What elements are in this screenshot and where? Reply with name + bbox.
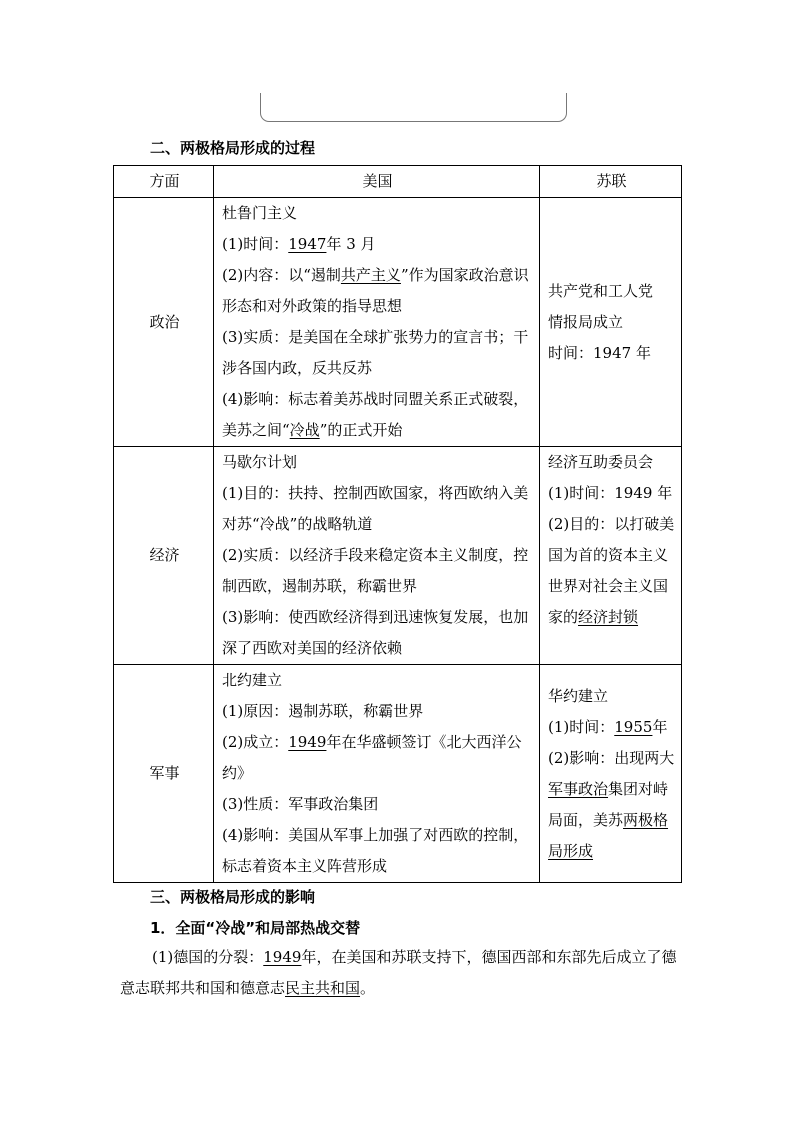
truman-time: (1)时间：1947年 3 月	[222, 235, 376, 253]
callout-box-bottom	[260, 93, 567, 122]
ussr-political-cell	[540, 198, 682, 447]
usa-political-cell	[214, 198, 540, 447]
comecon-goal: (2)目的：以打破美国为首的资本主义世界对社会主义国家的经济封锁	[548, 515, 675, 626]
marshall-impact: (3)影响：使西欧经济得到迅速恢复发展，也加深了西欧对美国的经济依赖	[222, 608, 529, 657]
section-2-title: 二、两极格局形成的过程	[150, 139, 316, 157]
comecon-time: (1)时间：1949 年	[548, 484, 673, 502]
table-header-row	[114, 166, 682, 198]
cominform-time: 时间：1947 年	[548, 343, 651, 362]
nato-nature: (3)性质：军事政治集团	[222, 795, 379, 813]
marshall-goal: (1)目的：扶持、控制西欧国家，将西欧纳入美对苏“冷战”的战略轨道	[222, 484, 529, 533]
table-row-economic	[114, 447, 682, 665]
marshall-plan-title: 马歇尔计划	[222, 453, 298, 471]
nato-title: 北约建立	[222, 671, 283, 689]
truman-doctrine-title: 杜鲁门主义	[222, 204, 298, 222]
aspect-military: 军事	[114, 665, 214, 883]
ussr-economic-cell	[540, 447, 682, 665]
truman-essence: (3)实质：是美国在全球扩张势力的宣言书；干涉各国内政，反共反苏	[222, 328, 529, 377]
usa-economic-cell	[214, 447, 540, 665]
nato-reason: (1)原因：遏制苏联，称霸世界	[222, 702, 424, 720]
section-3-title: 三、两极格局形成的影响	[150, 888, 316, 906]
cominform-line2: 情报局成立	[548, 312, 624, 331]
comecon-title: 经济互助委员会	[548, 453, 654, 471]
truman-impact: (4)影响：标志着美苏战时同盟关系正式破裂，美苏之间“冷战”的正式开始	[222, 390, 529, 439]
nato-founding: (2)成立：1949年在华盛顿签订《北大西洋公约》	[222, 733, 522, 782]
bipolar-formation-table	[113, 165, 682, 883]
ussr-military-cell	[540, 665, 682, 883]
warsaw-time: (1)时间：1955年	[548, 717, 668, 736]
point-1-title: 1．全面“冷战”和局部热战交替	[150, 919, 361, 937]
truman-content: (2)内容：以“遏制共产主义”作为国家政治意识形态和对外政策的指导思想	[222, 266, 529, 315]
header-usa: 美国	[214, 166, 540, 198]
header-ussr: 苏联	[540, 166, 682, 198]
aspect-economic: 经济	[114, 447, 214, 665]
aspect-political: 政治	[114, 198, 214, 447]
table-row-political	[114, 198, 682, 447]
table-row-military	[114, 665, 682, 883]
warsaw-pact-title: 华约建立	[548, 686, 609, 705]
marshall-essence: (2)实质：以经济手段来稳定资本主义制度，控制西欧，遏制苏联，称霸世界	[222, 546, 529, 595]
usa-military-cell	[214, 665, 540, 883]
nato-impact: (4)影响：美国从军事上加强了对西欧的控制，标志着资本主义阵营形成	[222, 826, 529, 875]
warsaw-impact: (2)影响：出现两大军事政治集团对峙局面，美苏两极格局形成	[548, 748, 675, 860]
header-aspect: 方面	[114, 166, 214, 198]
paragraph-germany-division: (1)德国的分裂：1949年，在美国和苏联支持下，德国西部和东部先后成立了德意志联邦共和国和德意志民主共和国。	[120, 948, 677, 997]
cominform-line1: 共产党和工人党	[548, 281, 654, 300]
